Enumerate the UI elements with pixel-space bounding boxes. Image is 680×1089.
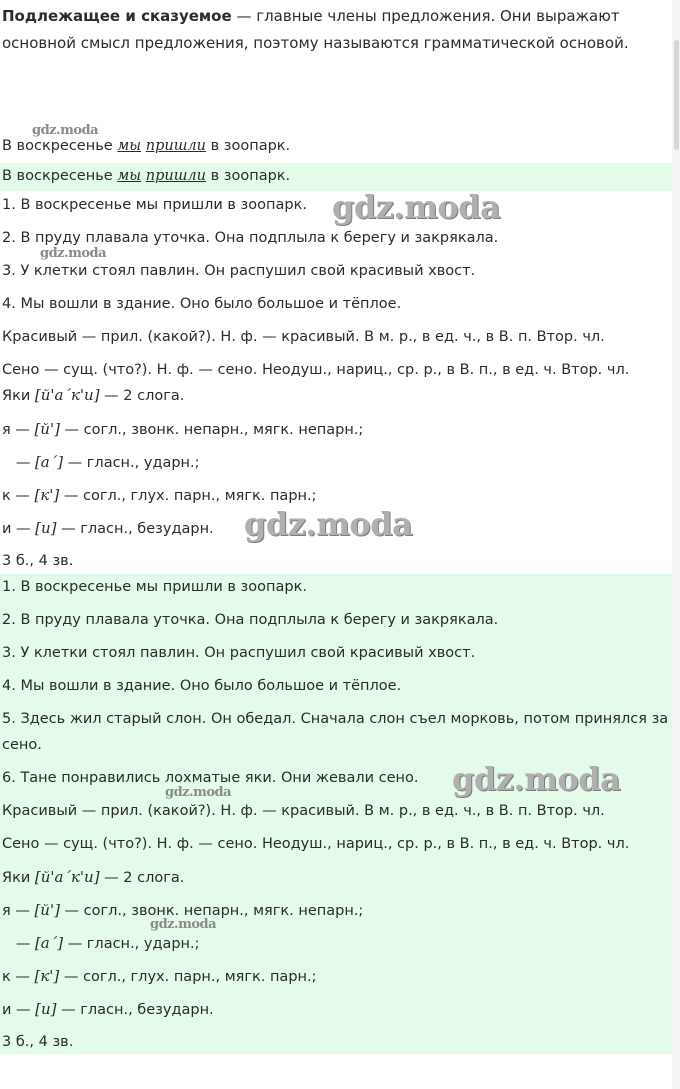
predicate: пришли <box>145 168 206 184</box>
scrollbar-thumb[interactable] <box>674 40 679 150</box>
phoneme-row: и — [и] — гласн., безударн. <box>2 1000 214 1018</box>
parse-noun: Сено — сущ. (что?). Н. ф. — сено. Неодуш., нариц., ср. р., в В. п., в ед. ч. Втор. чл. <box>2 836 630 852</box>
intro-bold-term: Подлежащее и сказуемое <box>2 7 232 25</box>
watermark: gdz.moda <box>150 917 217 932</box>
watermark: gdz.moda <box>165 785 232 800</box>
yaki-transcription: Яки [й'а´к'и] — 2 слога. <box>2 386 185 404</box>
example-sentence-highlighted: В воскресенье мы пришли в зоопарк. <box>2 168 291 184</box>
sound-count: 3 б., 4 зв. <box>2 1034 74 1050</box>
sentence-2: 2. В пруду плавала уточка. Она подплыла к берегу и закрякала. <box>2 230 499 246</box>
intro-text: — главные члены предложения. Они выражают основной смысл предложения, поэтому называются грамматической основой. <box>2 7 629 52</box>
example-sentence: В воскресенье мы пришли в зоопарк. <box>2 138 291 154</box>
predicate: пришли <box>145 138 206 154</box>
watermark: gdz.moda <box>32 123 99 138</box>
sentence-5: 5. Здесь жил старый слон. Он обедал. Сначала слон съел морковь, потом принялся за <box>2 711 669 727</box>
watermark: gdz.moda <box>244 505 413 543</box>
subject: мы <box>117 138 142 154</box>
phoneme-row: к — [к'] — согл., глух. парн., мягк. парн.; <box>2 967 317 985</box>
intro-paragraph <box>2 3 672 57</box>
sentence-2: 2. В пруду плавала уточка. Она подплыла к берегу и закрякала. <box>2 612 499 628</box>
phoneme-row: и — [и] — гласн., безударн. <box>2 519 214 537</box>
phoneme-row: к — [к'] — согл., глух. парн., мягк. парн.; <box>2 486 317 504</box>
sentence-1: 1. В воскресенье мы пришли в зоопарк. <box>2 579 307 595</box>
sentence-3: 3. У клетки стоял павлин. Он распушил свой красивый хвост. <box>2 645 476 661</box>
sentence-4: 4. Мы вошли в здание. Оно было большое и тёплое. <box>2 678 402 694</box>
sentence-1: 1. В воскресенье мы пришли в зоопарк. <box>2 197 307 213</box>
sentence-5-cont: сено. <box>2 737 42 753</box>
parse-adjective: Красивый — прил. (какой?). Н. ф. — красивый. В м. р., в ед. ч., в В. п. Втор. чл. <box>2 803 605 819</box>
parse-adjective: Красивый — прил. (какой?). Н. ф. — красивый. В м. р., в ед. ч., в В. п. Втор. чл. <box>2 329 605 345</box>
parse-noun: Сено — сущ. (что?). Н. ф. — сено. Неодуш., нариц., ср. р., в В. п., в ед. ч. Втор. чл. <box>2 362 630 378</box>
watermark: gdz.moda <box>452 760 621 798</box>
watermark: gdz.moda <box>40 246 107 261</box>
sentence-3: 3. У клетки стоял павлин. Он распушил свой красивый хвост. <box>2 263 476 279</box>
watermark: gdz.moda <box>332 188 501 226</box>
sound-count: 3 б., 4 зв. <box>2 553 74 569</box>
subject: мы <box>117 168 142 184</box>
sentence-4: 4. Мы вошли в здание. Оно было большое и тёплое. <box>2 296 402 312</box>
phoneme-row: я — [й'] — согл., звонк. непарн., мягк. непарн.; <box>2 420 364 438</box>
sentence-6: 6. Тане понравились лохматые яки. Они жевали сено. <box>2 770 419 786</box>
phoneme-row: — [а´] — гласн., ударн.; <box>2 453 200 471</box>
scrollbar-track[interactable] <box>672 0 680 1089</box>
phoneme-row: — [а´] — гласн., ударн.; <box>2 934 200 952</box>
phoneme-row: я — [й'] — согл., звонк. непарн., мягк. непарн.; <box>2 901 364 919</box>
yaki-transcription: Яки [й'а´к'и] — 2 слога. <box>2 868 185 886</box>
